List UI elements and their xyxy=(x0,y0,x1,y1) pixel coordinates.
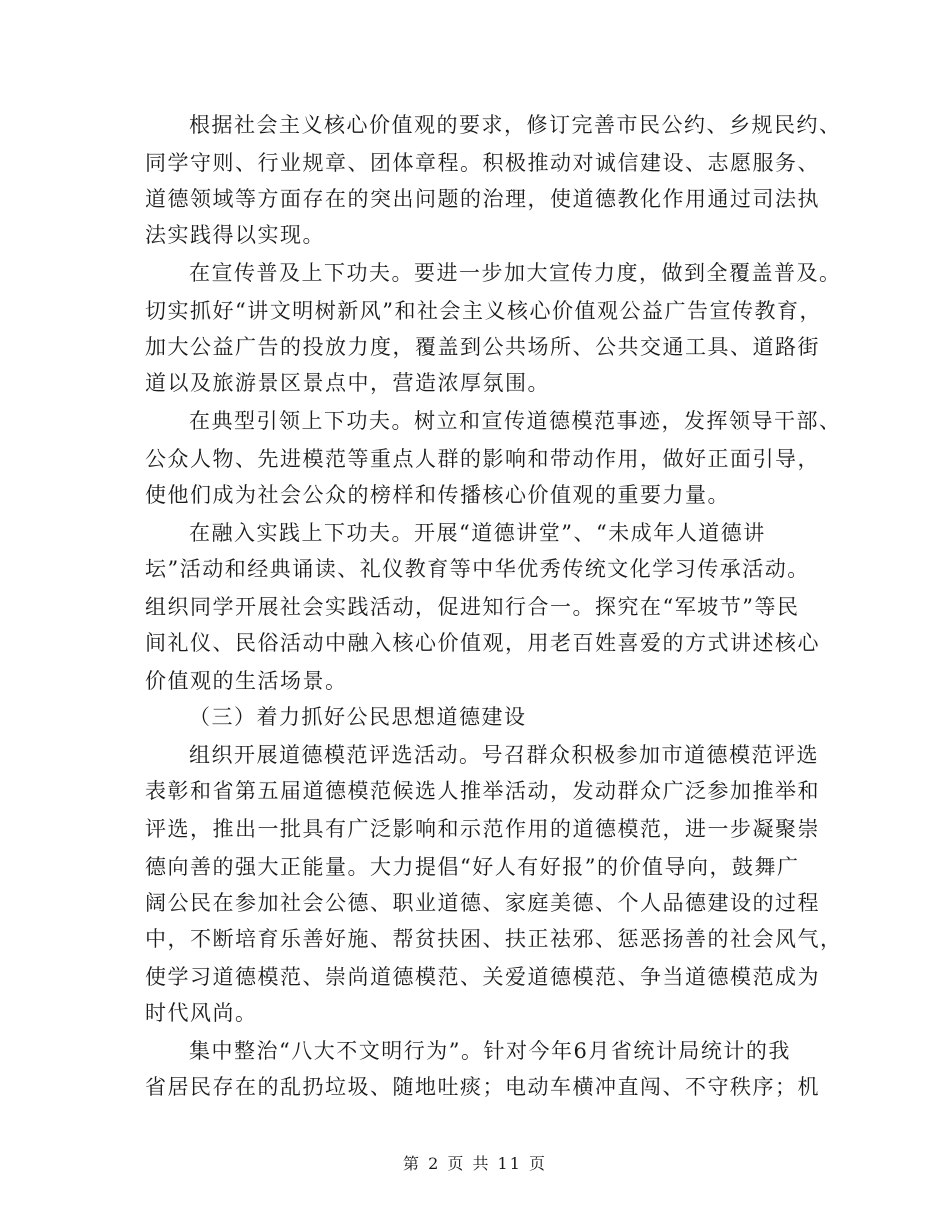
text-line: 集中整治“八大不文明行为”。针对今年6月省统计局统计的我 xyxy=(189,1039,791,1063)
text-line: 公众人物、先进模范等重点人群的影响和带动作用，做好正面引导， xyxy=(145,447,820,471)
text-line: 间礼仪、民俗活动中融入核心价值观，用老百姓喜爱的方式讲述核心 xyxy=(145,631,820,655)
text-line: 道以及旅游景区景点中，营造浓厚氛围。 xyxy=(145,371,550,395)
text-line: 在融入实践上下功夫。开展“道德讲堂”、“未成年人道德讲 xyxy=(189,521,766,545)
text-line: 坛”活动和经典诵读、礼仪教育等中华优秀传统文化学习传承活动。 xyxy=(145,557,810,581)
text-line: 切实抓好“讲文明树新风”和社会主义核心价值观公益广告宣传教育， xyxy=(145,299,822,323)
text-line: 省居民存在的乱扔垃圾、随地吐痰；电动车横冲直闯、不守秩序；机 xyxy=(145,1075,820,1099)
text-line: 道德领域等方面存在的突出问题的治理，使道德教化作用通过司法执 xyxy=(145,187,820,211)
text-line: 评选，推出一批具有广泛影响和示范作用的道德模范，进一步凝聚崇 xyxy=(145,817,820,841)
text-line: 中，不断培育乐善好施、帮贫扶困、扶正祛邪、惩恶扬善的社会风气， xyxy=(145,927,843,951)
text-line: 在典型引领上下功夫。树立和宣传道德模范事迹，发挥领导干部、 xyxy=(189,409,842,433)
text-line: 加大公益广告的投放力度，覆盖到公共场所、公共交通工具、道路街 xyxy=(145,335,820,359)
text-line: 根据社会主义核心价值观的要求，修订完善市民公约、乡规民约、 xyxy=(189,113,842,137)
text-line: 价值观的生活场景。 xyxy=(145,669,348,693)
text-line: 使学习道德模范、崇尚道德模范、关爱道德模范、争当道德模范成为 xyxy=(145,965,820,989)
text-line: 组织同学开展社会实践活动，促进知行合一。探究在“军坡节”等民 xyxy=(145,595,800,619)
text-line: 同学守则、行业规章、团体章程。积极推动对诚信建设、志愿服务、 xyxy=(145,151,820,175)
text-line: 使他们成为社会公众的榜样和传播核心价值观的重要力量。 xyxy=(145,483,730,507)
text-line: 阔公民在参加社会公德、职业道德、家庭美德、个人品德建设的过程 xyxy=(145,891,820,915)
text-line: 德向善的强大正能量。大力提倡“好人有好报”的价值导向，鼓舞广 xyxy=(145,855,800,879)
page-footer: 第 2 页 共 11 页 xyxy=(403,1154,547,1173)
text-line: 在宣传普及上下功夫。要进一步加大宣传力度，做到全覆盖普及。 xyxy=(189,261,842,285)
text-line: 组织开展道德模范评选活动。号召群众积极参加市道德模范评选 xyxy=(189,743,819,767)
text-line: 表彰和省第五届道德模范候选人推举活动，发动群众广泛参加推举和 xyxy=(145,779,820,803)
section-heading: （三）着力抓好公民思想道德建设 xyxy=(189,705,527,729)
text-line: 法实践得以实现。 xyxy=(145,223,325,247)
text-line: 时代风尚。 xyxy=(145,1001,258,1025)
